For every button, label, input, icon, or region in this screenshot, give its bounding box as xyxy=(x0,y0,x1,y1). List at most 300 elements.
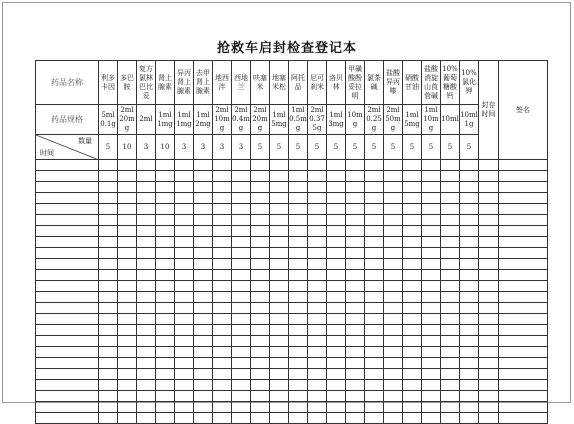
quantity-cell: 3 xyxy=(194,135,213,160)
empty-cell xyxy=(441,182,460,193)
empty-cell xyxy=(403,358,422,369)
empty-cell xyxy=(99,358,118,369)
empty-cell xyxy=(251,182,270,193)
empty-cell xyxy=(175,413,194,424)
empty-cell xyxy=(441,270,460,281)
empty-cell xyxy=(251,325,270,336)
empty-cell xyxy=(289,325,308,336)
empty-cell xyxy=(479,193,499,204)
empty-cell xyxy=(156,325,175,336)
empty-cell xyxy=(270,270,289,281)
empty-cell xyxy=(99,237,118,248)
empty-cell xyxy=(251,193,270,204)
empty-cell xyxy=(175,303,194,314)
empty-cell xyxy=(308,281,327,292)
empty-cell xyxy=(308,314,327,325)
empty-cell xyxy=(289,193,308,204)
empty-cell xyxy=(365,270,384,281)
empty-cell xyxy=(308,380,327,391)
empty-cell xyxy=(384,369,403,380)
empty-cell xyxy=(499,237,548,248)
empty-cell xyxy=(289,292,308,303)
empty-cell xyxy=(213,193,232,204)
empty-cell xyxy=(327,314,346,325)
empty-cell xyxy=(422,259,441,270)
drug-name-cell: 地塞米松 xyxy=(270,61,289,105)
empty-cell xyxy=(36,292,99,303)
empty-cell xyxy=(479,160,499,171)
empty-cell xyxy=(270,226,289,237)
empty-cell xyxy=(384,270,403,281)
empty-cell xyxy=(403,160,422,171)
empty-cell xyxy=(460,281,479,292)
empty-cell xyxy=(384,413,403,424)
empty-cell xyxy=(213,413,232,424)
empty-cell xyxy=(251,413,270,424)
empty-cell xyxy=(422,303,441,314)
drug-spec-cell: 1ml 5mg xyxy=(270,105,289,135)
empty-cell xyxy=(99,336,118,347)
drug-name-row xyxy=(36,61,548,105)
empty-cell xyxy=(118,171,137,182)
empty-cell xyxy=(479,325,499,336)
empty-cell xyxy=(175,358,194,369)
empty-cell xyxy=(99,292,118,303)
empty-cell xyxy=(460,237,479,248)
empty-cell xyxy=(99,369,118,380)
empty-cell xyxy=(232,248,251,259)
empty-cell xyxy=(365,369,384,380)
empty-cell xyxy=(36,226,99,237)
empty-cell xyxy=(232,303,251,314)
empty-cell xyxy=(499,391,548,402)
drug-spec-cell: 1ml 3mg xyxy=(327,105,346,135)
empty-cell xyxy=(422,171,441,182)
empty-cell xyxy=(365,171,384,182)
empty-cell xyxy=(118,369,137,380)
empty-cell xyxy=(289,358,308,369)
empty-cell xyxy=(289,380,308,391)
empty-cell xyxy=(213,171,232,182)
empty-cell xyxy=(365,303,384,314)
empty-cell xyxy=(441,281,460,292)
empty-cell xyxy=(365,204,384,215)
empty-cell xyxy=(251,402,270,413)
empty-cell xyxy=(384,347,403,358)
empty-cell xyxy=(270,303,289,314)
empty-cell xyxy=(99,402,118,413)
empty-cell xyxy=(403,292,422,303)
empty-cell xyxy=(36,391,99,402)
empty-cell xyxy=(365,226,384,237)
empty-cell xyxy=(308,391,327,402)
empty-cell xyxy=(308,237,327,248)
empty-cell xyxy=(346,358,365,369)
empty-cell xyxy=(137,270,156,281)
empty-cell xyxy=(346,270,365,281)
empty-cell xyxy=(365,259,384,270)
empty-cell xyxy=(479,292,499,303)
empty-cell xyxy=(118,204,137,215)
empty-cell xyxy=(308,292,327,303)
quantity-cell: 5 xyxy=(289,135,308,160)
drug-spec-cell: 2ml 0.4mg xyxy=(232,105,251,135)
record-row xyxy=(36,270,548,281)
empty-cell xyxy=(308,160,327,171)
quantity-cell: 5 xyxy=(251,135,270,160)
empty-cell xyxy=(308,270,327,281)
empty-cell xyxy=(156,259,175,270)
empty-cell xyxy=(327,336,346,347)
empty-cell xyxy=(137,325,156,336)
empty-cell xyxy=(346,171,365,182)
empty-cell xyxy=(156,358,175,369)
empty-cell xyxy=(251,380,270,391)
empty-cell xyxy=(213,160,232,171)
empty-cell xyxy=(346,160,365,171)
empty-cell xyxy=(156,314,175,325)
empty-cell xyxy=(384,193,403,204)
empty-cell xyxy=(270,314,289,325)
empty-cell xyxy=(403,402,422,413)
empty-cell xyxy=(422,314,441,325)
empty-cell xyxy=(270,193,289,204)
empty-cell xyxy=(441,369,460,380)
empty-cell xyxy=(422,336,441,347)
record-row xyxy=(36,248,548,259)
empty-cell xyxy=(137,380,156,391)
empty-cell xyxy=(346,314,365,325)
empty-cell xyxy=(346,325,365,336)
empty-cell xyxy=(118,314,137,325)
empty-cell xyxy=(118,237,137,248)
empty-cell xyxy=(137,171,156,182)
empty-cell xyxy=(346,413,365,424)
empty-cell xyxy=(479,303,499,314)
quantity-time-header xyxy=(36,135,99,160)
empty-cell xyxy=(441,193,460,204)
empty-cell xyxy=(346,182,365,193)
empty-cell xyxy=(441,204,460,215)
empty-cell xyxy=(422,325,441,336)
empty-cell xyxy=(499,226,548,237)
quantity-cell: 10 xyxy=(118,135,137,160)
empty-cell xyxy=(156,380,175,391)
empty-cell xyxy=(137,358,156,369)
empty-cell xyxy=(118,303,137,314)
record-row xyxy=(36,314,548,325)
empty-cell xyxy=(327,160,346,171)
quantity-cell: 5 xyxy=(346,135,365,160)
empty-cell xyxy=(403,182,422,193)
empty-cell xyxy=(232,237,251,248)
drug-spec-label: 药品规格 xyxy=(36,105,99,135)
empty-cell xyxy=(327,182,346,193)
empty-cell xyxy=(270,182,289,193)
drug-spec-cell: 2ml xyxy=(137,105,156,135)
empty-cell xyxy=(194,237,213,248)
empty-cell xyxy=(118,336,137,347)
empty-cell xyxy=(251,248,270,259)
empty-cell xyxy=(99,270,118,281)
empty-cell xyxy=(384,380,403,391)
empty-cell xyxy=(137,193,156,204)
empty-cell xyxy=(175,193,194,204)
empty-cell xyxy=(403,314,422,325)
quantity-cell: 5 xyxy=(384,135,403,160)
empty-cell xyxy=(118,259,137,270)
drug-spec-cell: 2ml 20mg xyxy=(118,105,137,135)
empty-cell xyxy=(251,391,270,402)
empty-cell xyxy=(137,292,156,303)
empty-cell xyxy=(384,402,403,413)
empty-cell xyxy=(194,259,213,270)
empty-cell xyxy=(403,204,422,215)
empty-cell xyxy=(232,369,251,380)
empty-cell xyxy=(308,402,327,413)
empty-cell xyxy=(346,215,365,226)
empty-cell xyxy=(99,204,118,215)
empty-cell xyxy=(460,413,479,424)
empty-cell xyxy=(441,358,460,369)
empty-cell xyxy=(232,259,251,270)
empty-cell xyxy=(384,215,403,226)
empty-cell xyxy=(36,237,99,248)
empty-cell xyxy=(118,325,137,336)
empty-cell xyxy=(384,237,403,248)
empty-cell xyxy=(36,413,99,424)
empty-cell xyxy=(175,347,194,358)
empty-cell xyxy=(232,325,251,336)
empty-cell xyxy=(137,391,156,402)
empty-cell xyxy=(118,347,137,358)
empty-cell xyxy=(118,413,137,424)
empty-cell xyxy=(499,402,548,413)
empty-cell xyxy=(156,237,175,248)
empty-cell xyxy=(479,413,499,424)
empty-cell xyxy=(137,303,156,314)
empty-cell xyxy=(137,369,156,380)
empty-cell xyxy=(175,259,194,270)
empty-cell xyxy=(251,292,270,303)
empty-cell xyxy=(251,358,270,369)
drug-spec-cell: 1ml 2mg xyxy=(194,105,213,135)
empty-cell xyxy=(479,215,499,226)
empty-cell xyxy=(232,358,251,369)
empty-cell xyxy=(441,292,460,303)
empty-cell xyxy=(213,281,232,292)
empty-cell xyxy=(270,413,289,424)
empty-cell xyxy=(499,413,548,424)
empty-cell xyxy=(137,160,156,171)
empty-cell xyxy=(441,413,460,424)
empty-cell xyxy=(118,402,137,413)
empty-cell xyxy=(36,358,99,369)
quantity-cell: 5 xyxy=(327,135,346,160)
empty-cell xyxy=(156,215,175,226)
empty-cell xyxy=(289,413,308,424)
empty-cell xyxy=(499,358,548,369)
empty-cell xyxy=(232,413,251,424)
empty-cell xyxy=(251,281,270,292)
empty-cell xyxy=(289,237,308,248)
empty-cell xyxy=(99,215,118,226)
empty-cell xyxy=(194,171,213,182)
empty-cell xyxy=(499,292,548,303)
empty-cell xyxy=(346,237,365,248)
empty-cell xyxy=(308,358,327,369)
empty-cell xyxy=(36,270,99,281)
empty-cell xyxy=(365,292,384,303)
empty-cell xyxy=(118,215,137,226)
empty-cell xyxy=(270,292,289,303)
empty-cell xyxy=(289,270,308,281)
empty-cell xyxy=(403,303,422,314)
empty-cell xyxy=(118,391,137,402)
empty-cell xyxy=(460,303,479,314)
empty-cell xyxy=(232,226,251,237)
empty-cell xyxy=(36,215,99,226)
empty-cell xyxy=(403,380,422,391)
empty-cell xyxy=(251,369,270,380)
drug-name-label: 药品名称 xyxy=(36,61,99,105)
empty-cell xyxy=(365,391,384,402)
empty-cell xyxy=(422,226,441,237)
empty-cell xyxy=(365,347,384,358)
empty-cell xyxy=(422,270,441,281)
empty-cell xyxy=(365,358,384,369)
empty-cell xyxy=(441,160,460,171)
empty-cell xyxy=(251,215,270,226)
empty-cell xyxy=(194,303,213,314)
empty-cell xyxy=(156,413,175,424)
empty-cell xyxy=(422,204,441,215)
empty-cell xyxy=(232,292,251,303)
empty-cell xyxy=(499,193,548,204)
empty-cell xyxy=(384,171,403,182)
empty-cell xyxy=(289,171,308,182)
empty-cell xyxy=(270,402,289,413)
empty-cell xyxy=(308,413,327,424)
empty-cell xyxy=(308,182,327,193)
empty-cell xyxy=(137,237,156,248)
empty-cell xyxy=(365,402,384,413)
empty-cell xyxy=(308,193,327,204)
empty-cell xyxy=(460,171,479,182)
empty-cell xyxy=(403,281,422,292)
empty-cell xyxy=(479,358,499,369)
empty-cell xyxy=(175,402,194,413)
drug-name-cell: 复方氯林巴比妥 xyxy=(137,61,156,105)
empty-cell xyxy=(403,413,422,424)
quantity-cell: 3 xyxy=(175,135,194,160)
empty-cell xyxy=(365,380,384,391)
record-row xyxy=(36,215,548,226)
empty-cell xyxy=(36,204,99,215)
empty-cell xyxy=(441,325,460,336)
drug-name-cell: 盐酸消旋山莨菪碱 xyxy=(422,61,441,105)
quantity-cell: 3 xyxy=(137,135,156,160)
empty-cell xyxy=(460,325,479,336)
empty-cell xyxy=(441,336,460,347)
empty-cell xyxy=(213,204,232,215)
empty-cell xyxy=(346,248,365,259)
empty-cell xyxy=(99,281,118,292)
empty-cell xyxy=(327,226,346,237)
empty-cell xyxy=(441,237,460,248)
empty-cell xyxy=(175,336,194,347)
empty-cell xyxy=(441,259,460,270)
drug-spec-cell: 1ml 1mg xyxy=(175,105,194,135)
empty-cell xyxy=(308,347,327,358)
empty-cell xyxy=(270,248,289,259)
empty-cell xyxy=(479,237,499,248)
record-row xyxy=(36,160,548,171)
empty-cell xyxy=(118,281,137,292)
empty-cell xyxy=(327,303,346,314)
drug-name-cell: 10%葡萄糖酸钙 xyxy=(441,61,460,105)
empty-cell xyxy=(251,171,270,182)
empty-cell xyxy=(99,248,118,259)
empty-cell xyxy=(499,270,548,281)
record-row xyxy=(36,369,548,380)
empty-cell xyxy=(327,402,346,413)
empty-cell xyxy=(499,259,548,270)
empty-cell xyxy=(384,160,403,171)
empty-cell xyxy=(270,358,289,369)
empty-cell xyxy=(289,226,308,237)
empty-cell xyxy=(213,369,232,380)
empty-cell xyxy=(308,325,327,336)
empty-cell xyxy=(460,270,479,281)
empty-cell xyxy=(365,325,384,336)
drug-name-cell: 多巴胺 xyxy=(118,61,137,105)
empty-cell xyxy=(403,369,422,380)
empty-cell xyxy=(384,336,403,347)
empty-cell xyxy=(403,237,422,248)
empty-cell xyxy=(346,369,365,380)
empty-cell xyxy=(232,270,251,281)
empty-cell xyxy=(403,215,422,226)
empty-cell xyxy=(308,171,327,182)
empty-cell xyxy=(36,402,99,413)
empty-cell xyxy=(213,391,232,402)
empty-cell xyxy=(194,369,213,380)
empty-cell xyxy=(118,193,137,204)
empty-cell xyxy=(422,193,441,204)
empty-cell xyxy=(232,193,251,204)
empty-cell xyxy=(213,402,232,413)
empty-cell xyxy=(137,204,156,215)
empty-cell xyxy=(308,215,327,226)
empty-cell xyxy=(118,270,137,281)
record-row xyxy=(36,402,548,413)
empty-cell xyxy=(213,292,232,303)
empty-cell xyxy=(422,413,441,424)
empty-cell xyxy=(422,237,441,248)
empty-cell xyxy=(365,336,384,347)
empty-cell xyxy=(232,314,251,325)
drug-name-cell: 尼可刹米 xyxy=(308,61,327,105)
empty-cell xyxy=(289,314,308,325)
empty-cell xyxy=(137,402,156,413)
empty-cell xyxy=(99,171,118,182)
empty-cell xyxy=(194,182,213,193)
empty-cell xyxy=(289,281,308,292)
empty-cell xyxy=(422,160,441,171)
empty-cell xyxy=(499,347,548,358)
drug-spec-cell: 2ml 0.375g xyxy=(308,105,327,135)
